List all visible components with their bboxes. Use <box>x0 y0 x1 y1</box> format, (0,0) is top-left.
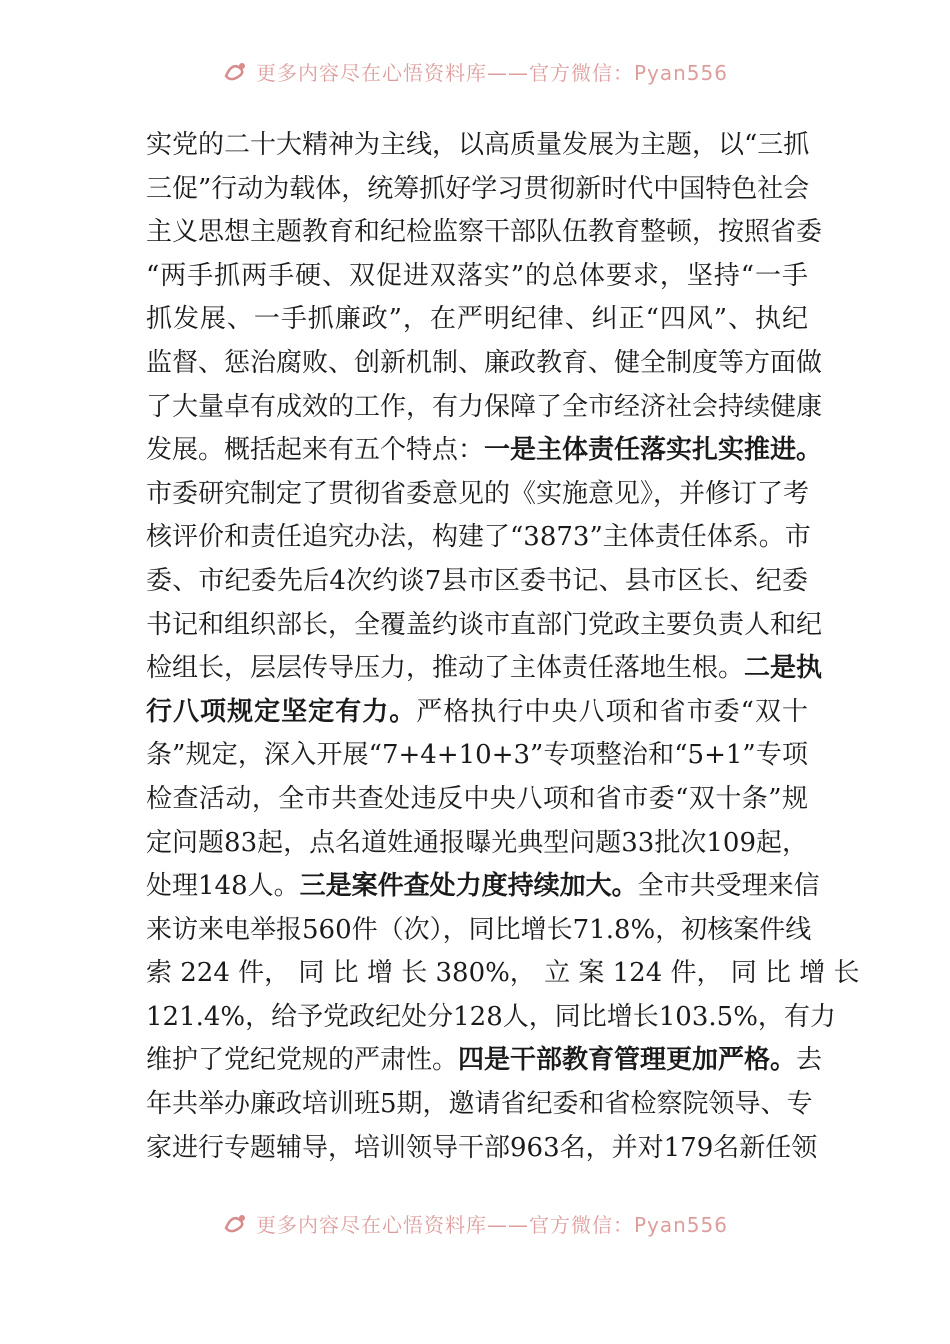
text-segment: 三促”行动为载体，统筹抓好学习贯彻新时代中国特色社会 <box>146 173 810 204</box>
text-segment: 核评价和责任追究办法，构建了“3873”主体责任体系。市 <box>146 522 811 553</box>
text-segment: 严格执行中央八项和省市委“双十 <box>416 696 808 727</box>
text-segment: 121.4%，给予党政纪处分128人，同比增长103.5%，有力 <box>146 1001 836 1032</box>
text-segment: “两手抓两手硬、双促进双落实”的总体要求，坚持“一手 <box>146 260 808 291</box>
text-segment: 全市共受理来信 <box>637 871 820 902</box>
text-segment: 了大量卓有成效的工作，有力保障了全市经济社会持续健康 <box>146 391 823 422</box>
bold-heading-segment: 三是案件查处力度持续加大。 <box>299 871 638 902</box>
text-line <box>146 822 808 866</box>
text-line <box>146 1039 823 1083</box>
text-segment: 检查活动，全市共查处违反中央八项和省市委“双十条”规 <box>146 783 808 814</box>
text-segment: 书记和组织部长，全覆盖约谈市直部门党政主要负责人和纪 <box>146 609 823 640</box>
text-line <box>146 1127 818 1171</box>
text-line <box>146 124 808 168</box>
text-line <box>146 516 811 560</box>
text-line <box>146 386 823 430</box>
text-line <box>146 996 836 1040</box>
text-segment: 委、市纪委先后4次约谈7县市区委书记、县市区长、纪委 <box>146 565 808 596</box>
text-line <box>146 168 808 212</box>
text-line <box>146 211 823 255</box>
text-line <box>146 298 808 342</box>
text-line <box>146 647 823 691</box>
text-line <box>146 691 808 735</box>
text-segment: 发展。概括起来有五个特点： <box>146 435 485 466</box>
text-segment: 来访来电举报560件（次），同比增长71.8%，初核案件线 <box>146 914 812 945</box>
brand-logo-icon <box>222 60 250 82</box>
text-segment: 抓发展、一手抓廉政”，在严明纪律、纠正“四风”、执纪 <box>146 304 808 335</box>
text-line <box>146 560 808 604</box>
text-line <box>146 255 808 299</box>
text-line <box>146 604 823 648</box>
bold-heading-segment: 一是主体责任落实扎实推进。 <box>484 435 823 466</box>
text-segment: 检组长，层层传导压力，推动了主体责任落地生根。 <box>146 653 745 684</box>
bold-heading-segment: 行八项规定坚定有力。 <box>146 696 417 727</box>
text-line <box>146 734 808 778</box>
watermark-text: 更多内容尽在心悟资料库——官方微信：Pyan556 <box>255 60 728 85</box>
text-segment: 处理148人。 <box>146 871 300 902</box>
bold-heading-segment: 二是执 <box>744 653 823 684</box>
text-line <box>146 865 820 909</box>
text-line <box>146 952 860 996</box>
text-segment: 监督、惩治腐败、创新机制、廉政教育、健全制度等方面做 <box>146 347 823 378</box>
text-segment: 定问题83起，点名道姓通报曝光典型问题33批次109起， <box>146 827 808 858</box>
text-line <box>146 342 823 386</box>
text-segment: 市委研究制定了贯彻省委意见的《实施意见》，并修订了考 <box>146 478 810 509</box>
text-segment: 实党的二十大精神为主线，以高质量发展为主题，以“三抓 <box>146 130 810 160</box>
text-line <box>146 909 812 953</box>
text-segment: 年共举办廉政培训班5期，邀请省纪委和省检察院领导、专 <box>146 1089 813 1120</box>
text-segment: 维护了党纪党规的严肃性。 <box>146 1045 459 1076</box>
brand-logo-icon <box>222 1212 250 1234</box>
bold-heading-segment: 四是干部教育管理更加严格。 <box>458 1045 797 1076</box>
text-segment: 家进行专题辅导，培训领导干部963名，并对179名新任领 <box>146 1132 818 1163</box>
text-line <box>146 473 808 517</box>
watermark-footer <box>0 1208 950 1238</box>
body-text <box>146 124 860 1170</box>
text-segment: 主义思想主题教育和纪检监察干部队伍教育整顿，按照省委 <box>146 217 823 248</box>
watermark-text: 更多内容尽在心悟资料库——官方微信：Pyan556 <box>255 1212 728 1237</box>
watermark-header <box>0 56 950 86</box>
text-line <box>146 429 823 473</box>
text-line <box>146 778 808 822</box>
text-line <box>146 1083 813 1127</box>
text-segment: 去 <box>796 1045 823 1076</box>
text-segment: 索 224 件， 同 比 增 长 380%， 立 案 124 件， 同 比 增 长 <box>146 958 860 989</box>
text-segment: 条”规定，深入开展“7+4+10+3”专项整治和“5+1”专项 <box>146 740 808 771</box>
